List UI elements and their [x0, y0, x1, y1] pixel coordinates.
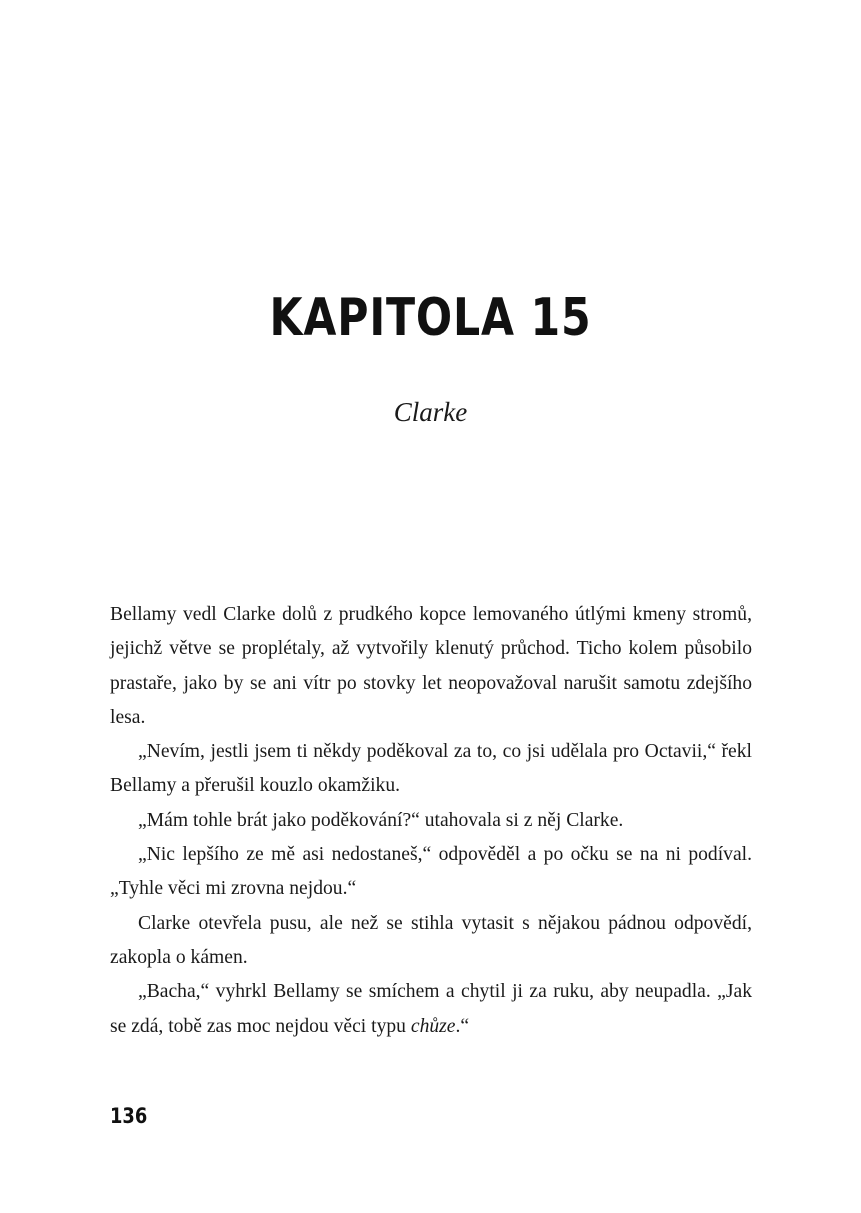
paragraph: „Nic lepšího ze mě asi nedostaneš,“ odpověděl a po očku se na ni podíval. „Tyhle věci mi zrovna nejdou.“ [110, 844, 752, 900]
paragraph: Bellamy vedl Clarke dolů z prudkého kopce lemovaného útlými kmeny stromů, jejichž větve se proplétaly, až vytvořily klenutý průchod. Ticho kolem působilo prastaře, jako by se ani vítr po stovky let neopovažoval narušit samotu zdejšího lesa. [110, 604, 752, 728]
paragraph: „Nevím, jestli jsem ti někdy poděkoval za to, co jsi udělala pro Octavii,“ řekl Bellamy a přerušil kouzlo okamžiku. [110, 741, 752, 797]
chapter-title: KAPITOLA 15 [269, 288, 592, 348]
body-text [110, 598, 752, 1044]
paragraph: „Mám tohle brát jako poděkování?“ utahovala si z něj Clarke. [138, 809, 624, 831]
page-number: 136 [110, 1104, 148, 1128]
chapter-subtitle: Clarke [393, 397, 468, 427]
paragraph: „Bacha,“ vyhrkl Bellamy se smíchem a chytil ji za ruku, aby neupadla. „Jak se zdá, tobě zas moc nejdou věci typu chůze.“ [110, 981, 752, 1037]
italic-emphasis: chůze [410, 1015, 456, 1037]
paragraph: Clarke otevřela pusu, ale než se stihla vytasit s nějakou pádnou odpovědí, zakopla o kámen. [110, 912, 752, 968]
